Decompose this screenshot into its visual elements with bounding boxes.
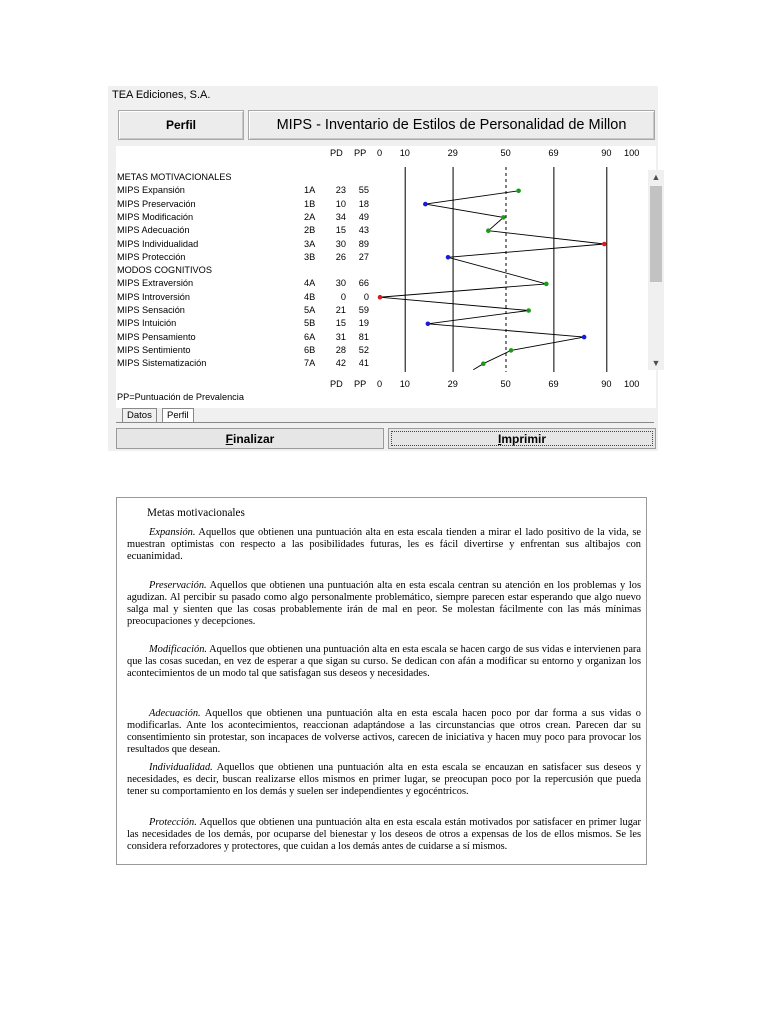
profile-point-10 bbox=[426, 322, 431, 327]
scroll-thumb[interactable] bbox=[650, 186, 662, 282]
tab-perfil[interactable]: Perfil bbox=[162, 408, 194, 423]
section-heading: MODOS COGNITIVOS bbox=[117, 265, 212, 276]
scale-pp: 27 bbox=[358, 251, 369, 262]
definition-term: Expansión. bbox=[149, 527, 196, 538]
scale-code: 2A bbox=[304, 211, 316, 222]
profile-point-13 bbox=[481, 361, 486, 366]
scale-pp: 19 bbox=[358, 318, 369, 329]
scale-tick-100-header: 100 bbox=[624, 148, 640, 158]
scale-pp: 59 bbox=[358, 305, 369, 315]
scale-code: 6A bbox=[304, 331, 316, 342]
scale-code: 4A bbox=[304, 278, 316, 289]
profile-point-12 bbox=[509, 348, 514, 353]
scale-code: 2B bbox=[304, 225, 316, 236]
section-heading: METAS MOTIVACIONALES bbox=[117, 172, 232, 182]
scale-tick-90-footer: 90 bbox=[601, 379, 612, 389]
scale-pd: 42 bbox=[335, 358, 346, 369]
scale-tick-90-header: 90 bbox=[601, 148, 612, 158]
scale-pd: 30 bbox=[335, 278, 346, 289]
scale-tick-69-header: 69 bbox=[548, 148, 559, 158]
col-pp-footer: PP bbox=[354, 379, 367, 389]
scale-pd: 15 bbox=[335, 225, 346, 236]
definition-paragraph bbox=[127, 580, 641, 628]
scale-name: MIPS Protección bbox=[117, 251, 186, 262]
scale-name: MIPS Individualidad bbox=[117, 238, 199, 249]
scale-pp: 52 bbox=[358, 344, 369, 355]
scale-pd: 34 bbox=[335, 211, 346, 222]
profile-point-6 bbox=[446, 255, 451, 260]
finalizar-label: inalizar bbox=[232, 431, 275, 446]
scale-pp: 81 bbox=[358, 331, 369, 342]
finalizar-button[interactable] bbox=[116, 428, 384, 449]
scanned-document bbox=[116, 497, 647, 865]
scale-pp: 18 bbox=[358, 198, 369, 209]
col-pd-header: PD bbox=[330, 148, 343, 158]
col-pd-footer: PD bbox=[330, 379, 343, 389]
scale-tick-50-header: 50 bbox=[500, 148, 511, 158]
scale-name: MIPS Sensación bbox=[117, 305, 185, 315]
profile-point-3 bbox=[501, 215, 506, 220]
scale-pd: 30 bbox=[335, 238, 346, 249]
profile-point-7 bbox=[544, 282, 549, 287]
scale-name: MIPS Sistematización bbox=[117, 358, 207, 369]
definition-paragraph bbox=[127, 817, 641, 853]
profile-line bbox=[380, 191, 604, 370]
scale-tick-10-header: 10 bbox=[399, 148, 410, 158]
definition-term: Adecuación. bbox=[149, 708, 201, 719]
scale-name: MIPS Intuición bbox=[117, 318, 177, 329]
scale-name: MIPS Adecuación bbox=[117, 225, 190, 236]
definition-text: Aquellos que obtienen una puntuación alta en esta escala se hacen cargo de sus vidas e intervienen para que las cosas sucedan, en vez de esperar a que sigan su curso. Se dedican con afán a modificar su entorno y organizan los acontecimientos de un modo tal que satisfagan sus deseos y necesidades. bbox=[127, 644, 641, 680]
tab-datos[interactable]: Datos bbox=[122, 408, 157, 423]
profile-point-4 bbox=[486, 228, 491, 233]
scale-code: 5B bbox=[304, 318, 316, 329]
scale-name: MIPS Modificación bbox=[117, 211, 194, 222]
scale-pd: 31 bbox=[335, 331, 346, 342]
profile-point-9 bbox=[526, 308, 531, 313]
scale-tick-69-footer: 69 bbox=[548, 379, 559, 389]
scale-name: MIPS Preservación bbox=[117, 198, 196, 209]
definition-paragraph bbox=[127, 527, 641, 563]
scale-code: 7A bbox=[304, 358, 316, 369]
finalizar-accesskey: F bbox=[225, 431, 233, 446]
scale-pp: 55 bbox=[358, 185, 369, 196]
scale-pd: 10 bbox=[335, 198, 346, 209]
scale-pp: 0 bbox=[363, 291, 369, 302]
scale-name: MIPS Introversión bbox=[117, 291, 191, 302]
definition-text: Aquellos que obtienen una puntuación alta en esta escala centran su atención en los problemas y los agudizan. Al percibir su pasado como algo personalmente problemático, siempre parecen estar esperando que algo nuevo salga mal y sienten que las cosas probablemente irán de mal en peor. Se molestan fácilmente con las más mínimas preocupaciones y decepciones. bbox=[127, 580, 641, 628]
imprimir-label: mprimir bbox=[501, 431, 547, 446]
profile-point-2 bbox=[423, 202, 428, 207]
profile-point-8 bbox=[378, 295, 383, 300]
definition-term: Individualidad. bbox=[149, 762, 213, 773]
scroll-down-icon[interactable]: ▼ bbox=[651, 358, 661, 368]
scroll-up-icon[interactable]: ▲ bbox=[651, 172, 661, 182]
scale-pp: 43 bbox=[358, 225, 369, 236]
scale-name: MIPS Sentimiento bbox=[117, 344, 191, 355]
scale-code: 1B bbox=[304, 198, 316, 209]
definition-paragraph bbox=[127, 708, 641, 756]
profile-panel bbox=[116, 146, 661, 408]
scale-tick-0-footer: 0 bbox=[377, 379, 383, 389]
definition-text: Aquellos que obtienen una puntuación alta en esta escala hacen poco por dar forma a sus vidas o modificarlas. Ante los acontecimientos, reaccionan adaptándose a las circunstancias que otros crean. Parecen dar su consentimiento sin protestar, son incapaces de volverse activos, carecen de iniciativa y hacen muy poco para provocar los resultados que desean. bbox=[127, 708, 641, 756]
definition-term: Preservación. bbox=[149, 580, 207, 591]
scale-pd: 26 bbox=[335, 251, 346, 262]
profile-point-1 bbox=[516, 189, 521, 194]
tab-divider bbox=[116, 422, 654, 423]
scale-code: 5A bbox=[304, 305, 316, 315]
scale-pd: 15 bbox=[335, 318, 346, 329]
perfil-button[interactable]: Perfil bbox=[118, 110, 244, 140]
definition-paragraph bbox=[127, 762, 641, 798]
scale-code: 6B bbox=[304, 344, 316, 355]
profile-point-5 bbox=[602, 242, 607, 247]
inventory-title-bar: MIPS - Inventario de Estilos de Personalidad de Millon bbox=[248, 110, 655, 140]
definition-term: Modificación. bbox=[149, 644, 208, 655]
scale-code: 3A bbox=[304, 238, 316, 249]
definition-text: Aquellos que obtienen una puntuación alta en esta escala tienden a mirar el lado positivo de la vida, se muestran optimistas con respecto a las posibilidades futuras, les es fácil divertirse y enfrentan sus altibajos con ecuanimidad. bbox=[127, 527, 641, 563]
scale-name: MIPS Extraversión bbox=[117, 278, 194, 289]
vertical-scrollbar[interactable] bbox=[648, 170, 664, 370]
definition-text: Aquellos que obtienen una puntuación alta en esta escala están motivados por satisfacer en primer lugar las necesidades de los demás, por ocuparse del bienestar y los deseos de otros a expensas de los de ellos mismos. Se les considera reforzadores y protectores, que cuidan a los demás antes de cuidarse a sí mismos. bbox=[127, 817, 641, 853]
scale-tick-29-header: 29 bbox=[447, 148, 458, 158]
scale-pp: 66 bbox=[358, 278, 369, 289]
scale-pd: 0 bbox=[340, 291, 346, 302]
document-title: Metas motivacionales bbox=[147, 507, 245, 519]
scale-pd: 28 bbox=[335, 344, 346, 355]
scale-tick-50-footer: 50 bbox=[500, 379, 511, 389]
mips-profile-window bbox=[108, 86, 661, 451]
scale-pp: 41 bbox=[358, 358, 369, 369]
scale-tick-29-footer: 29 bbox=[447, 379, 458, 389]
scale-pp: 89 bbox=[358, 238, 369, 249]
scale-code: 4B bbox=[304, 291, 316, 302]
scale-name: MIPS Expansión bbox=[117, 185, 185, 196]
scale-pd: 21 bbox=[335, 305, 346, 315]
profile-point-11 bbox=[582, 335, 587, 340]
company-name: TEA Ediciones, S.A. bbox=[112, 89, 211, 101]
col-pp-header: PP bbox=[354, 148, 367, 158]
scale-tick-100-footer: 100 bbox=[624, 379, 640, 389]
scale-code: 3B bbox=[304, 251, 316, 262]
prevalence-footnote: PP=Puntuación de Prevalencia bbox=[117, 392, 244, 402]
scale-pp: 49 bbox=[358, 211, 369, 222]
imprimir-accesskey: I bbox=[497, 431, 502, 446]
scale-tick-10-footer: 10 bbox=[399, 379, 410, 389]
definition-paragraph bbox=[127, 644, 641, 680]
scale-tick-0-header: 0 bbox=[377, 148, 383, 158]
scale-name: MIPS Pensamiento bbox=[117, 331, 196, 342]
imprimir-button[interactable] bbox=[388, 428, 656, 449]
scale-code: 1A bbox=[304, 185, 316, 196]
scale-pd: 23 bbox=[335, 185, 346, 196]
definition-text: Aquellos que obtienen una puntuación alta en esta escala se encauzan en satisfacer sus deseos y necesidades, es decir, buscan realizarse ellos mismos en primer lugar, se preocupan poco por la repercusión que pueda tener su comportamiento en los demás y suelen ser independientes y egocéntricos. bbox=[127, 762, 641, 798]
definition-term: Protección. bbox=[149, 817, 197, 828]
